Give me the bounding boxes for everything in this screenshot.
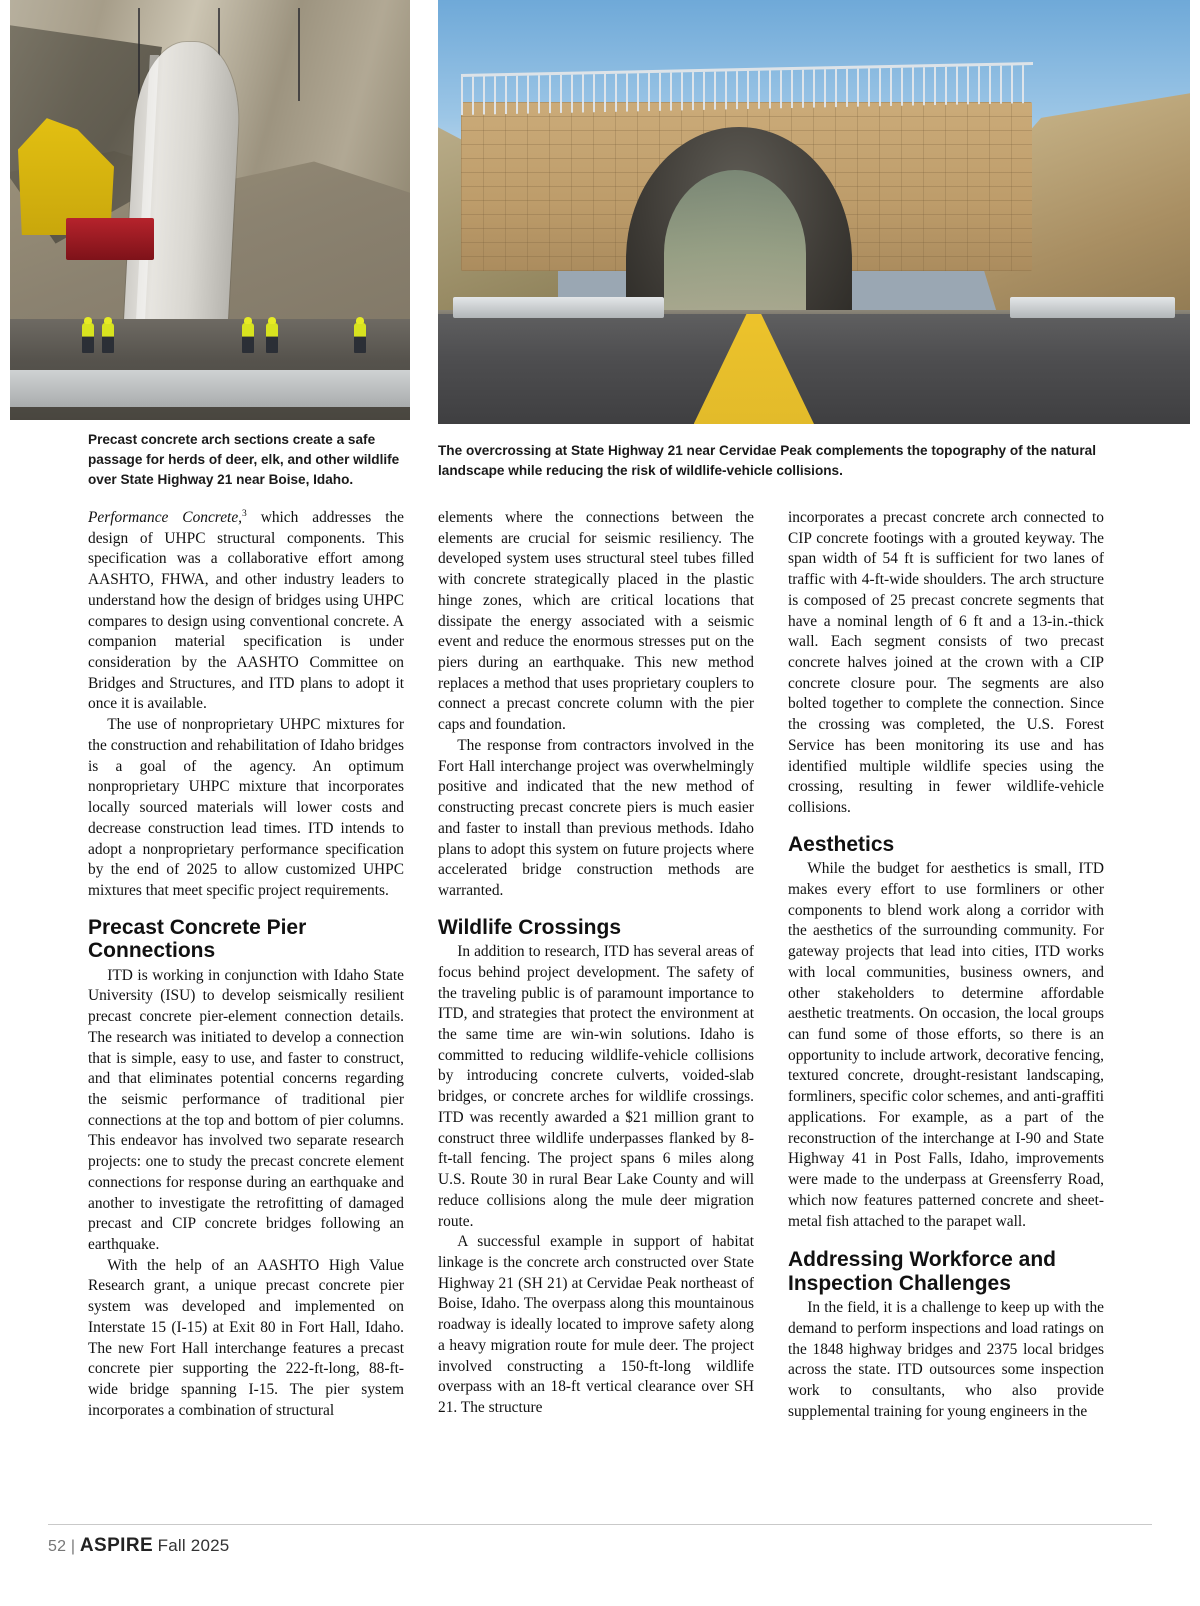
photo-crane-cable-3 [298,8,300,100]
footer-divider [48,1524,1152,1525]
photo-worker-4 [266,323,278,353]
paragraph: A successful example in support of habitat linkage is the concrete arch constructed over State Highway 21 (SH 21) at Cervidae Peak northeast of Boise, Idaho. The overpass along this mountainous roadway is ideally located to improve safety along a heavy migration route for mule deer. The project involved constructing a 150-ft-long wildlife overpass with an 18-ft vertical clearance over SH 21. The structure [438,1233,754,1416]
photo-highway [438,314,1190,424]
paragraph-lead [88,508,404,715]
photo-guardrail-right [1010,297,1175,318]
figure-wildlife-overcrossing [438,0,1190,424]
paragraph: In addition to research, ITD has several areas of focus behind project development. The safety of the traveling public is of paramount importance to ITD, and strategies that protect the environment at the same time are win-win solutions. Idaho is committed to reducing wildlife-vehicle collisions by introducing concrete culverts, voided-slab bridges, or concrete arches for wildlife crossings. ITD was recently awarded a $21 million grant to construct three wildlife underpasses flanked by 8-ft-tall fencing. The project spans 6 miles along U.S. Route 30 in rural Bear Lake County and will reduce collisions along the mule deer migration route. [438,943,754,1230]
page-footer [48,1535,229,1557]
publication-brand: ASPIRE [79,1535,154,1556]
body-column-1 [88,508,404,1422]
italic-publication-title: Performance Concrete, [88,509,242,526]
photo-worker-1 [82,323,94,353]
figure-precast-arch-construction [10,0,410,420]
figure-caption-left: Precast concrete arch sections create a safe passage for herds of deer, elk, and other wildlife over State Highway 21 near Boise, Idaho. [88,432,400,488]
footnote-marker: 3 [242,508,247,519]
photo-guardrail-left [453,297,664,318]
paragraph: ITD is working in conjunction with Idaho State University (ISU) to develop seismically resilient precast concrete pier-element connection details. The research was initiated to develop a connection that is simple, easy to use, and faster to construct, and that eliminates potential concerns regarding the seismic performance of traditional pier connections at the top and bottom of pier columns. This endeavor has involved two separate research projects: one to study the precast concrete element connections for response during an earthquake and another to investigate the retrofitting of damaged precast and CIP concrete bridges following an earthquake. [88,966,404,1254]
paragraph: With the help of an AASHTO High Value Research grant, a unique precast concrete pier system was developed and implemented on Interstate 15 (I-15) at Exit 80 in Fort Hall, Idaho. The new Fort Hall interchange features a precast concrete pier supporting the 222-ft-long, 88-ft-wide bridge spanning I-15. The pier system incorporates a combination of structural [88,1256,404,1419]
publication-issue: Fall 2025 [157,1536,230,1555]
photo-worker-3 [242,323,254,353]
photo-concrete-barrier [10,370,410,408]
paragraph: In the field, it is a challenge to keep up with the demand to perform inspections and load ratings on the 1848 highway bridges and 2375 local bridges across the state. ITD outsources some inspection work to consultants, who also provide supplemental training for young engineers in the [788,1299,1104,1420]
footer-separator: | [70,1538,76,1555]
photo-crane-cable-1 [138,8,140,100]
section-heading-wildlife-crossings: Wildlife Crossings [438,915,622,939]
page-number: 52 [48,1538,67,1555]
section-heading-precast-concrete-pier-connections: Precast Concrete Pier Connections [88,915,307,963]
paragraph: The use of nonproprietary UHPC mixtures for the construction and rehabilitation of Idaho bridges is a goal of the agency. An optimum nonproprietary UHPC mixture that incorporates locally sourced materials will lower costs and decrease construction lead times. ITD intends to adopt a nonproprietary performance specification by the end of 2025 to allow customized UHPC mixtures that meet specific project requirements. [88,716,404,899]
body-column-3 [788,508,1104,1423]
paragraph-lead-text: which addresses the design of UHPC structural components. This specification was a collaborative effort among AASHTO, FHWA, and other industry leaders to understand how the design of bridges using UHPC compares to design using conventional concrete. A companion material specification is under consideration by the AASHTO Committee on Bridges and Structures, and ITD plans to adopt it once it is available. [88,509,405,713]
photo-worker-5 [354,323,366,353]
photo-red-truck [66,218,154,260]
body-column-2 [438,508,754,1419]
section-heading-aesthetics: Aesthetics [788,832,895,856]
paragraph: The response from contractors involved in the Fort Hall interchange project was overwhelmingly positive and indicated that the new method of constructing precast concrete piers is much easier and faster to install than previous methods. Idaho plans to adopt this system on future projects where accelerated bridge construction methods are warranted. [438,736,754,899]
section-heading-addressing-workforce-and-inspection-challenges: Addressing Workforce and Inspection Challenges [788,1248,1056,1295]
paragraph: While the budget for aesthetics is small, ITD makes every effort to use formliners or other components to blend work along a corridor with the aesthetics of the surrounding community. For gateway projects that lead into cities, ITD works with local communities, business owners, and other stakeholders to determine affordable aesthetic treatments. On occasion, the local groups can fund some of those efforts, so there is an opportunity to include artwork, decorative fencing, textured concrete, drought-resistant landscaping, formliners, specific color schemes, and anti-graffiti applications. For example, as a part of the reconstruction of the interchange at I-90 and State Highway 41 in Post Falls, Idaho, improvements were made to the underpass at Greensferry Road, which now features patterned concrete and sheet-metal fish attached to the parapet wall. [788,860,1104,1230]
paragraph-continued: elements where the connections between the elements are crucial for seismic resiliency. The developed system uses structural steel tubes filled with concrete strategically placed in the plastic hinge zones, which are critical locations that dissipate the energy associated with a seismic event and reduce the enormous stresses put on the piers during an earthquake. This new method replaces a method that uses proprietary couplers to connect a precast concrete column with the pier caps and foundation. [438,509,754,734]
paragraph-continued: incorporates a precast concrete arch connected to CIP concrete footings with a grouted keyway. The span width of 54 ft is sufficient for two lanes of traffic with 4-ft-wide shoulders. The arch structure is composed of 25 precast concrete segments that have a nominal length of 6 ft and a 13-in.-thick wall. Each segment consists of two precast concrete halves joined at the crown with a CIP concrete closure pour. The segments are also bolted together to complete the connection. Since the crossing was completed, the U.S. Forest Service has been monitoring its use and has identified multiple wildlife species using the crossing, resulting in fewer wildlife-vehicle collisions. [788,509,1104,817]
photo-worker-2 [102,323,114,353]
figure-caption-right: The overcrossing at State Highway 21 near Cervidae Peak complements the topography of the natural landscape while reducing the risk of wildlife-vehicle collisions. [438,443,1096,479]
